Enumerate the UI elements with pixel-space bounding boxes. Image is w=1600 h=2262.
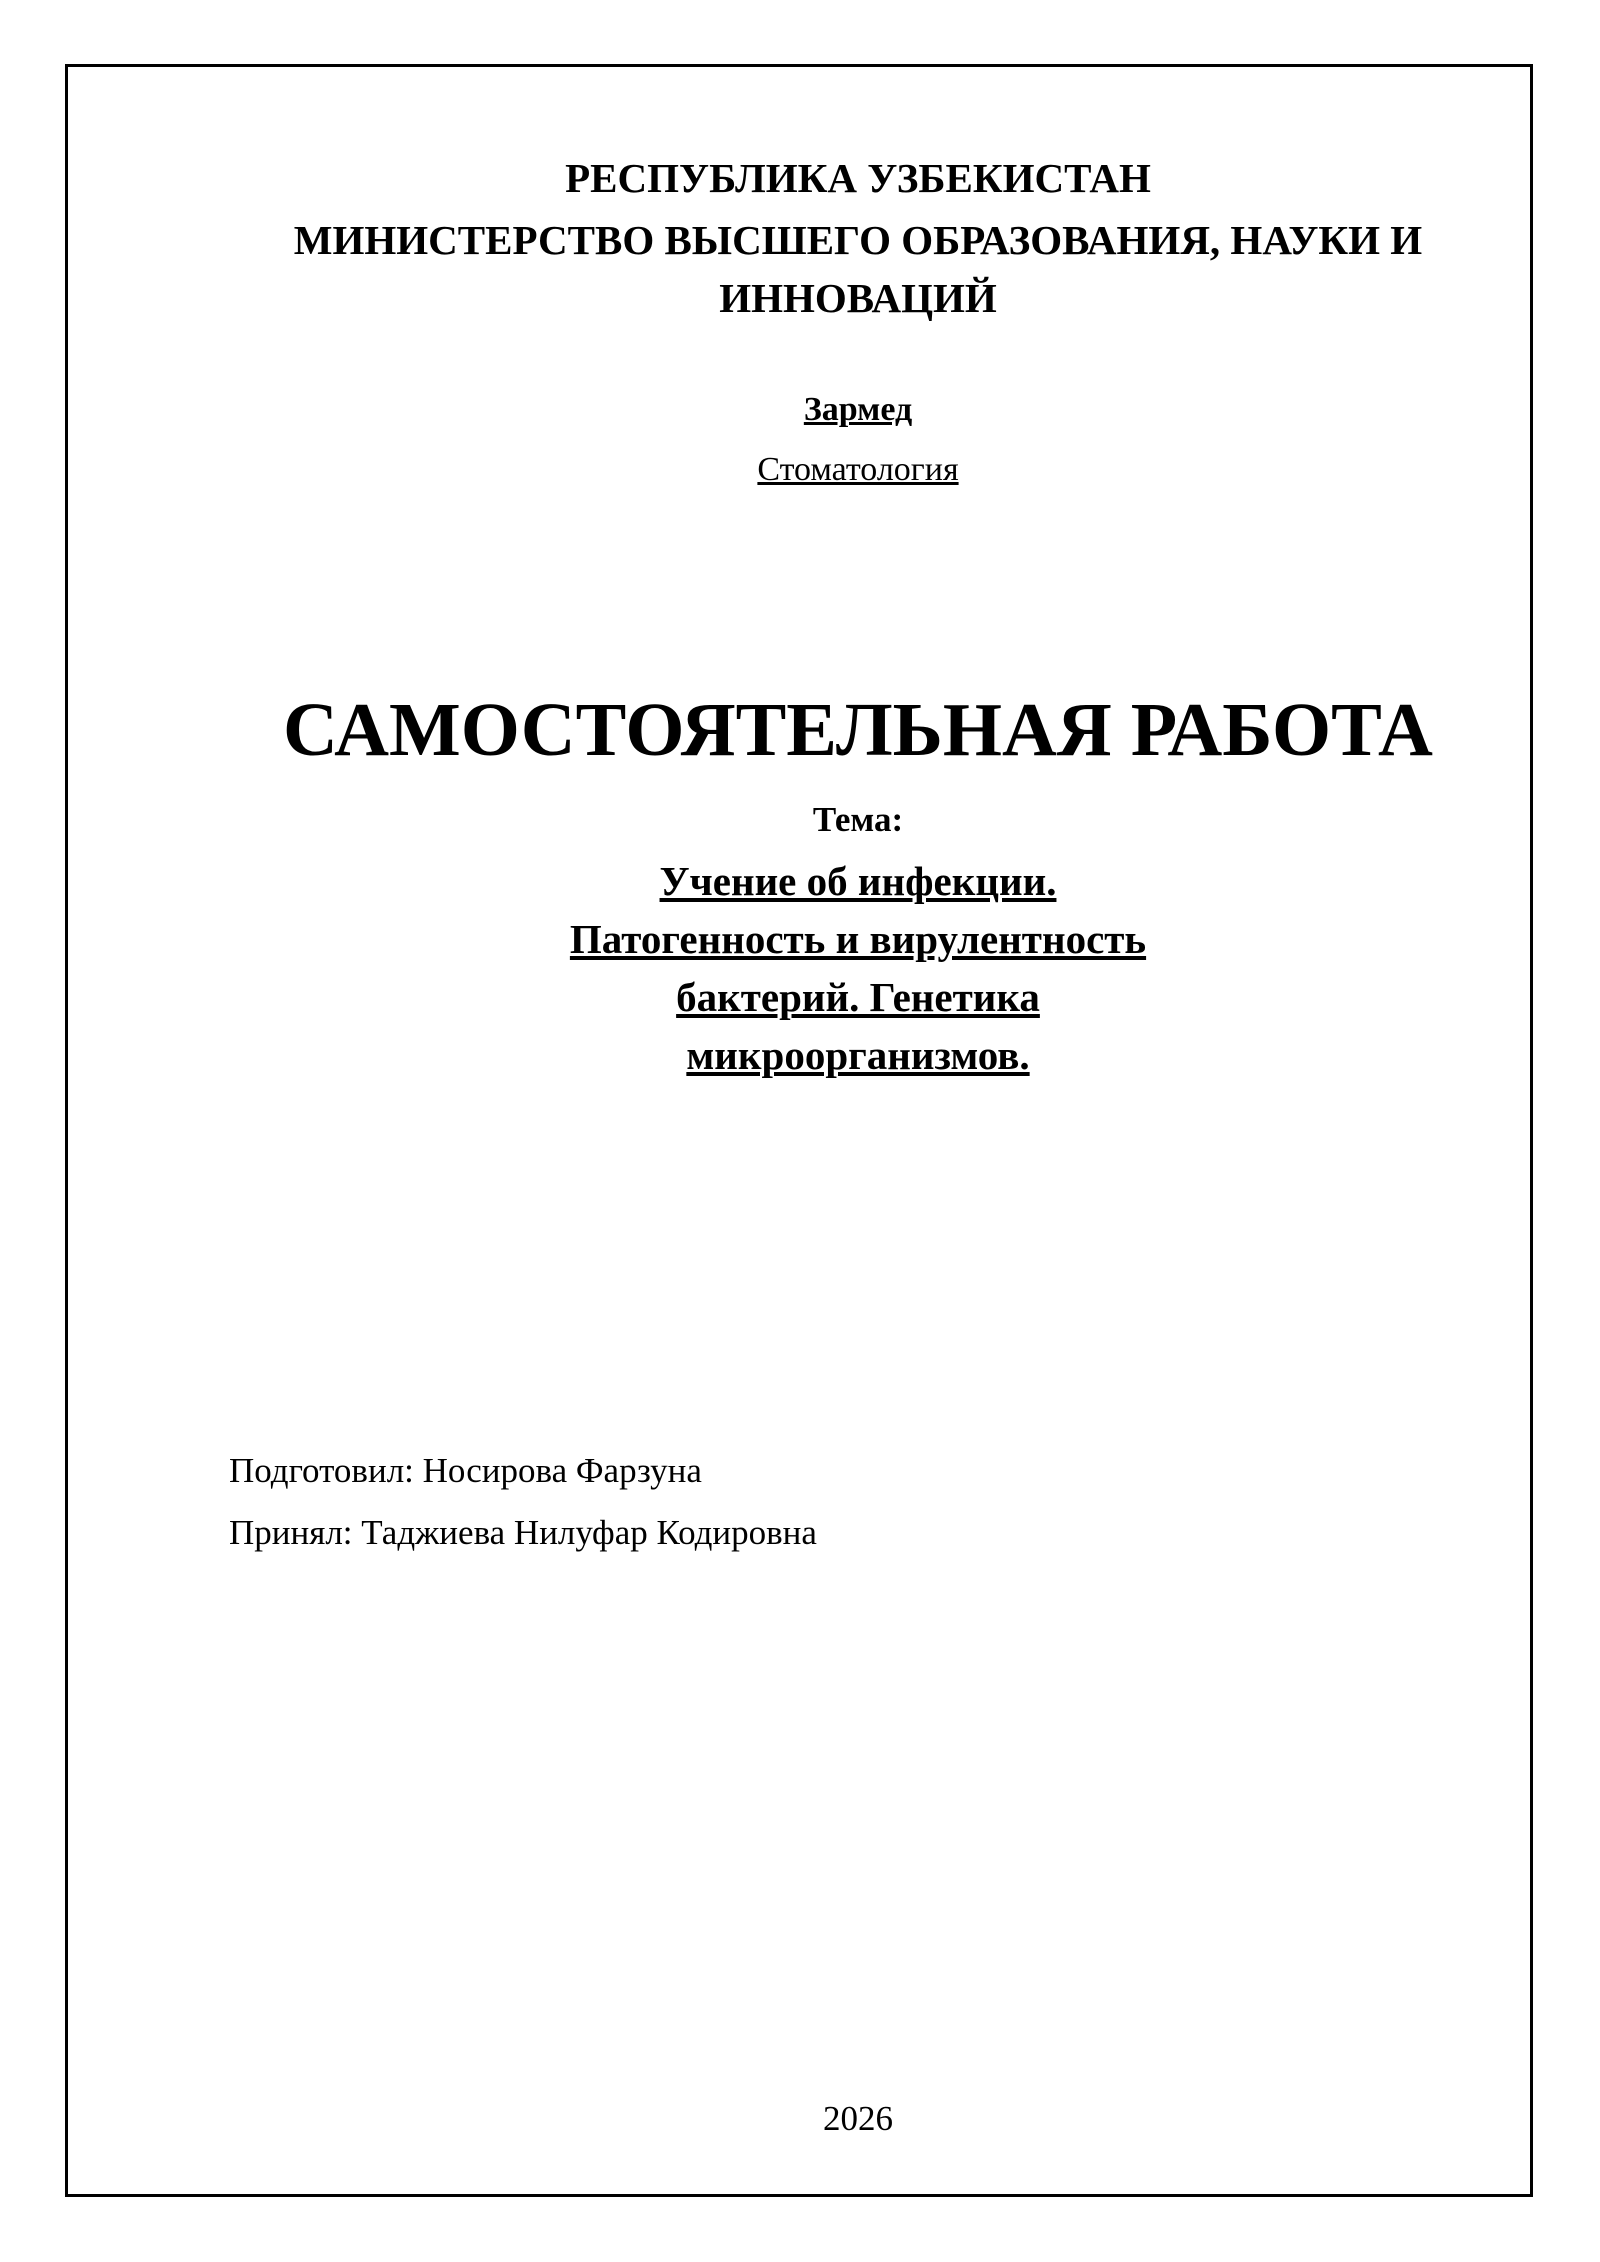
faculty-name: Стоматология bbox=[757, 451, 959, 488]
topic-label: Тема: bbox=[812, 800, 904, 839]
header-ministry-line1: МИНИСТЕРСТВО ВЫСШЕГО ОБРАЗОВАНИЯ, НАУКИ И bbox=[293, 217, 1423, 263]
prepared-by: Подготовил: Носирова Фарзуна bbox=[229, 1451, 702, 1490]
page-border bbox=[65, 64, 1533, 2197]
header-country: РЕСПУБЛИКА УЗБЕКИСТАН bbox=[565, 155, 1151, 201]
topic-line: бактерий. Генетика bbox=[676, 974, 1040, 1020]
topic-line: Патогенность и вирулентность bbox=[569, 916, 1147, 962]
document-title: САМОСТОЯТЕЛЬНАЯ РАБОТА bbox=[283, 688, 1433, 772]
topic-line: Учение об инфекции. bbox=[659, 858, 1057, 904]
topic-line: микроорганизмов. bbox=[686, 1032, 1030, 1078]
document-year: 2026 bbox=[823, 2099, 893, 2138]
header-ministry-line2: ИННОВАЦИЙ bbox=[719, 275, 997, 321]
accepted-by: Принял: Таджиева Нилуфар Кодировна bbox=[229, 1513, 817, 1552]
institution-name: Зармед bbox=[803, 391, 913, 428]
